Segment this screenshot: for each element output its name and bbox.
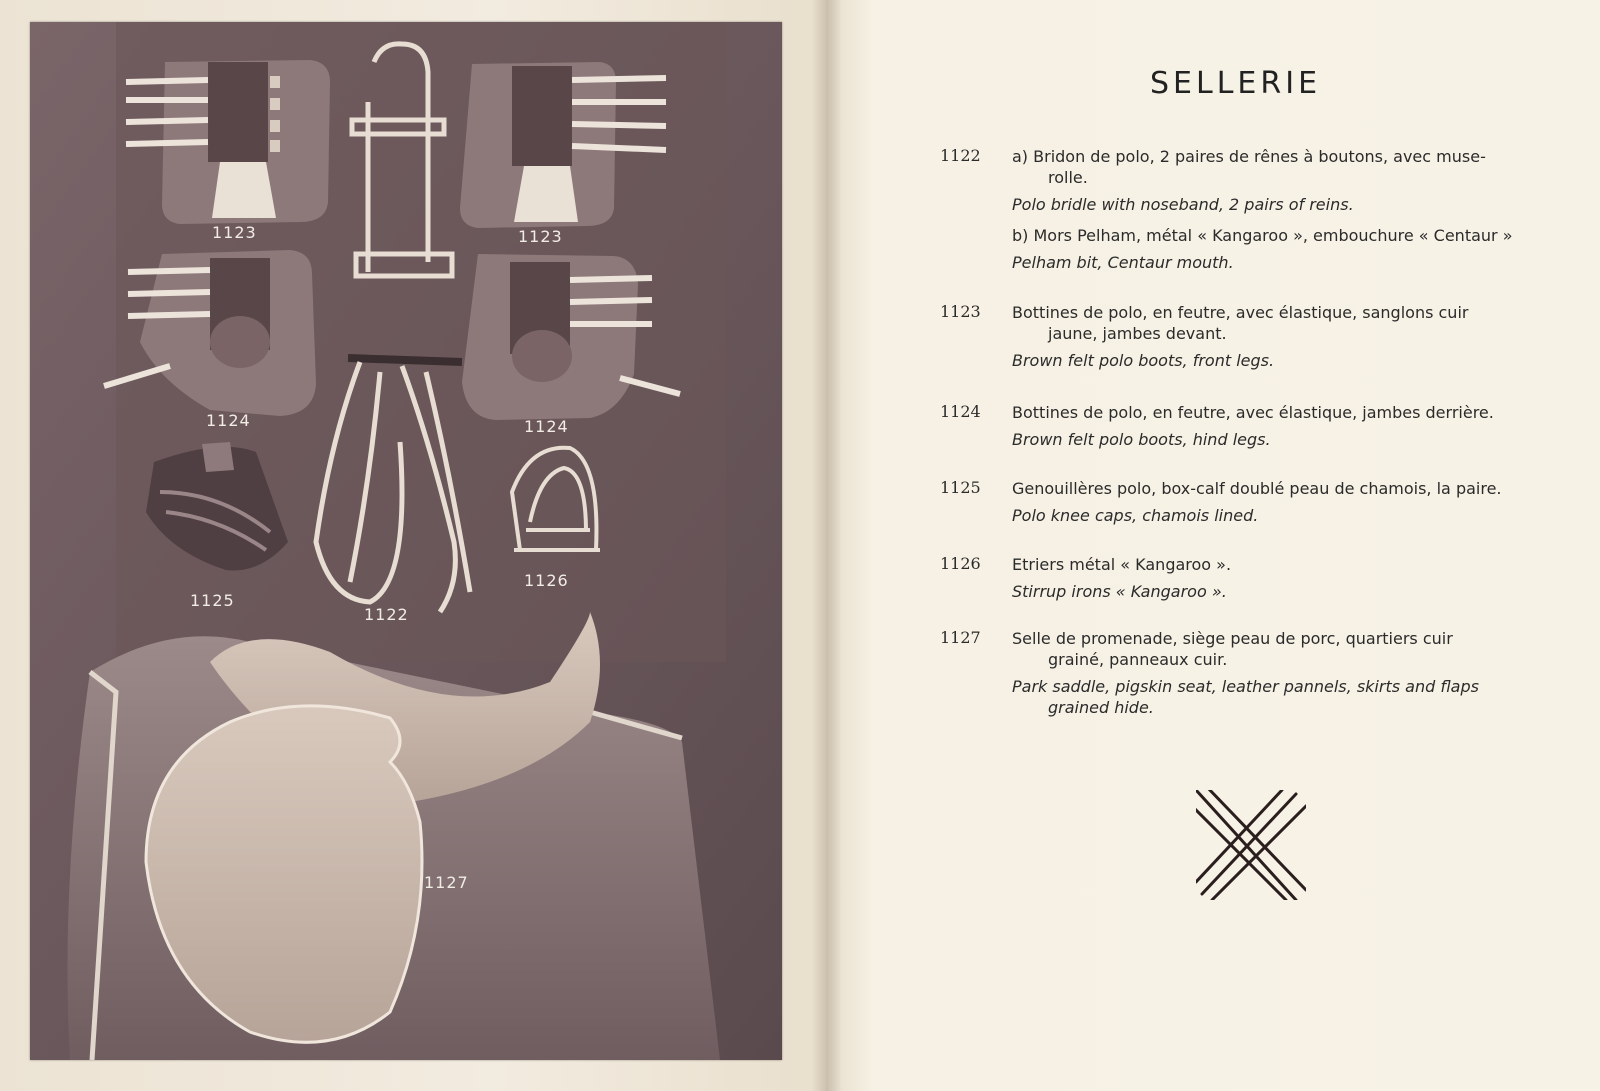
entry-number: 1123 <box>940 302 981 321</box>
saddlery-photograph <box>30 22 782 1060</box>
entry-english-description: Brown felt polo boots, hind legs. <box>1012 430 1271 449</box>
entry-number: 1125 <box>940 478 981 497</box>
entry-sub-english-description: Pelham bit, Centaur mouth. <box>1012 253 1234 272</box>
entry-number: 1126 <box>940 554 981 573</box>
entry-english-description: Polo bridle with noseband, 2 pairs of reins. <box>1012 195 1354 214</box>
photo-label-1123-left: 1123 <box>212 223 257 242</box>
saddlery-photo-illustration <box>30 22 782 1060</box>
photo-label-1123-right: 1123 <box>518 227 563 246</box>
entry-number: 1124 <box>940 402 981 421</box>
entry-english-description: Brown felt polo boots, front legs. <box>1012 351 1275 370</box>
entry-french-line: rolle. <box>1048 168 1088 187</box>
book-gutter <box>812 0 842 1091</box>
entry-french-line: jaune, jambes devant. <box>1048 324 1227 343</box>
entry-french-description <box>1012 628 1540 670</box>
photo-label-1122: 1122 <box>364 605 409 624</box>
crosshatch-ornament-icon <box>1196 790 1306 900</box>
entry-french-description <box>1012 146 1540 188</box>
page-title: SELLERIE <box>1150 66 1322 101</box>
entry-french-description: Bottines de polo, en feutre, avec élastique, jambes derrière. <box>1012 403 1494 422</box>
entry-french-line: Selle de promenade, siège peau de porc, quartiers cuir <box>1012 629 1453 648</box>
entry-number: 1122 <box>940 146 981 165</box>
entry-1125 <box>940 478 1540 526</box>
entry-english-line: grained hide. <box>1048 698 1154 717</box>
photo-label-1125: 1125 <box>190 591 235 610</box>
photo-label-1126: 1126 <box>524 571 569 590</box>
entry-1122 <box>940 146 1540 273</box>
entry-number: 1127 <box>940 628 981 647</box>
photo-label-1124-left: 1124 <box>206 411 251 430</box>
entry-english-line: Park saddle, pigskin seat, leather pannels, skirts and flaps <box>1012 677 1479 696</box>
photo-label-1127: 1127 <box>424 873 469 892</box>
entry-french-description: Genouillères polo, box-calf doublé peau de chamois, la paire. <box>1012 479 1502 498</box>
entry-french-line: Bottines de polo, en feutre, avec élastique, sanglons cuir <box>1012 303 1469 322</box>
entry-french-line: a) Bridon de polo, 2 paires de rênes à boutons, avec muse- <box>1012 147 1486 166</box>
photo-label-1124-right: 1124 <box>524 417 569 436</box>
entry-french-description <box>1012 302 1540 344</box>
entry-1124 <box>940 402 1540 450</box>
entry-1123 <box>940 302 1540 371</box>
entry-english-description <box>1012 676 1540 718</box>
entry-sub-french-description: b) Mors Pelham, métal « Kangaroo », embouchure « Centaur » <box>1012 226 1513 245</box>
entry-english-description: Polo knee caps, chamois lined. <box>1012 506 1259 525</box>
entry-french-line: grainé, panneaux cuir. <box>1048 650 1228 669</box>
entry-french-description: Etriers métal « Kangaroo ». <box>1012 555 1232 574</box>
entry-english-description: Stirrup irons « Kangaroo ». <box>1012 582 1227 601</box>
entry-1127 <box>940 628 1540 718</box>
entry-1126 <box>940 554 1540 602</box>
